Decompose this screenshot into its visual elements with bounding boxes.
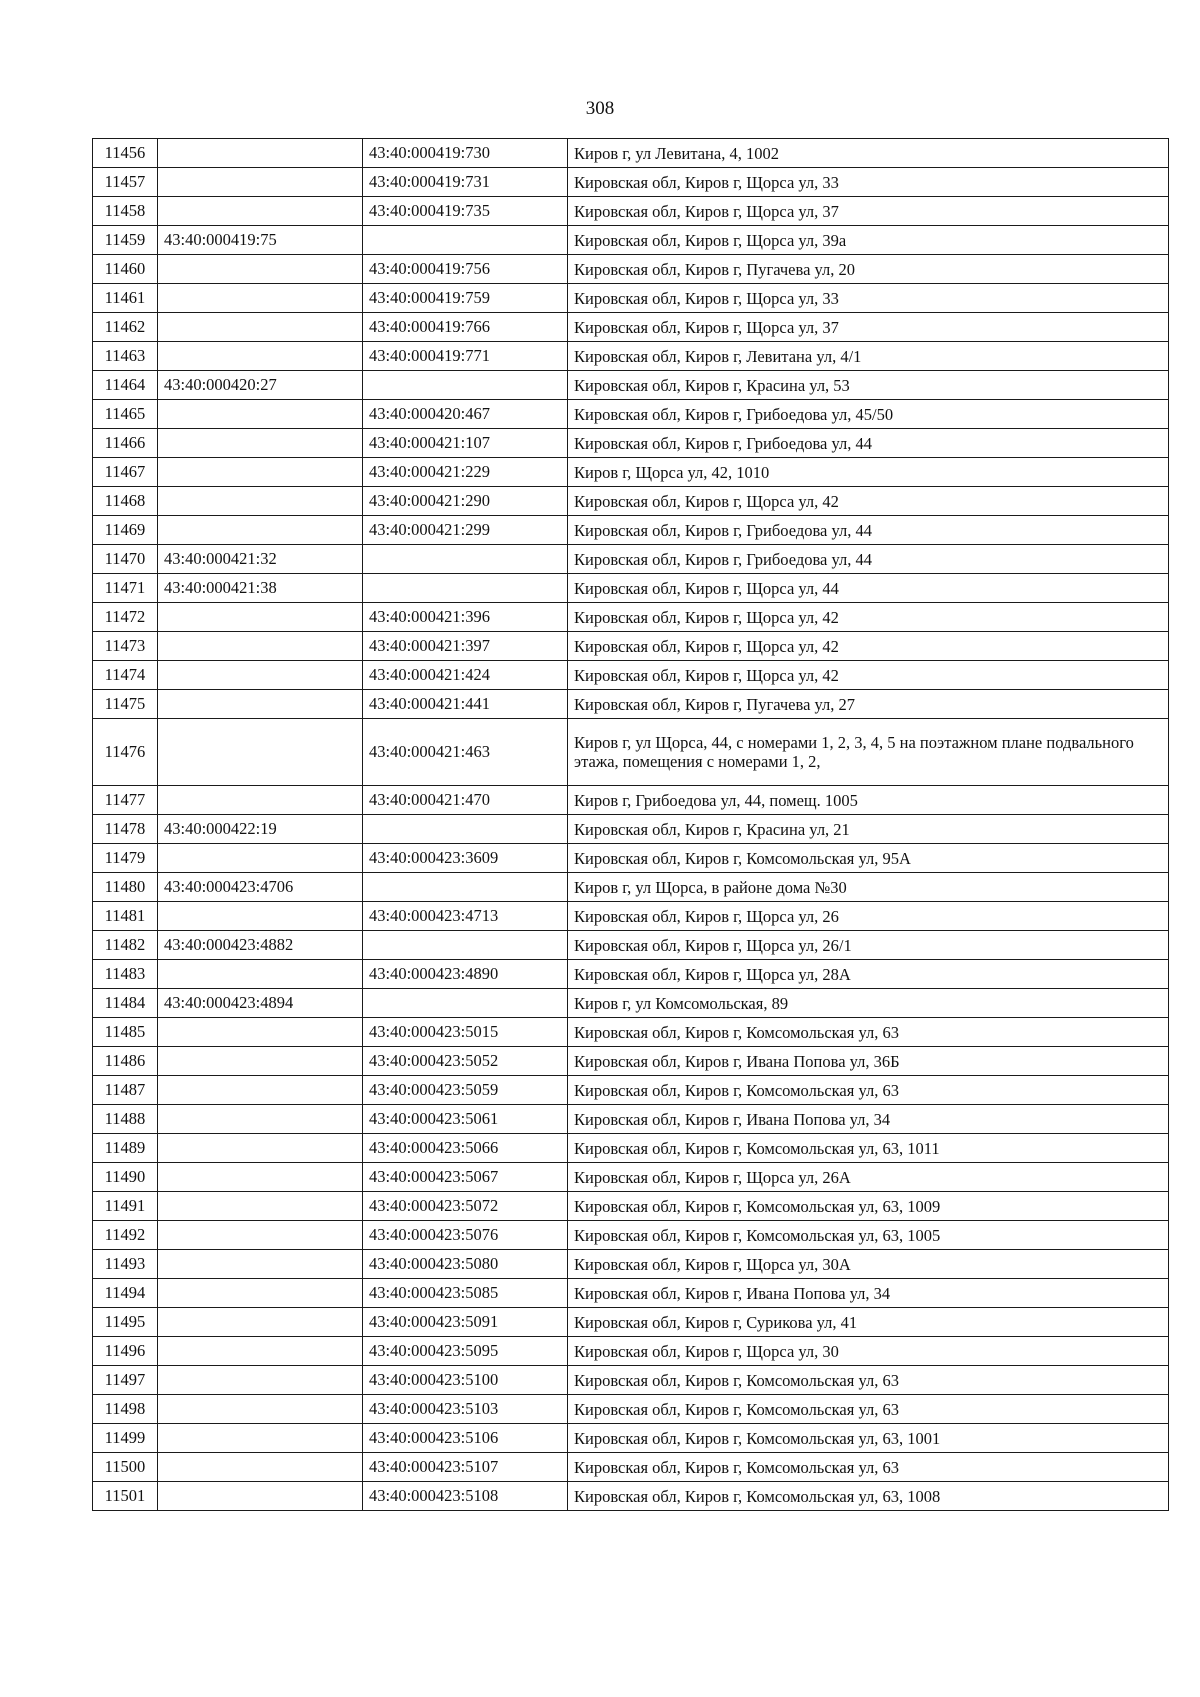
- address-cell: Киров г, ул Комсомольская, 89: [568, 989, 1169, 1018]
- address-cell: Кировская обл, Киров г, Щорса ул, 26: [568, 902, 1169, 931]
- object-cadastral-number-cell: 43:40:000421:229: [363, 458, 568, 487]
- registry-table: [92, 138, 1169, 1511]
- object-cadastral-number-cell: 43:40:000423:5061: [363, 1105, 568, 1134]
- object-cadastral-number-cell: 43:40:000423:5091: [363, 1308, 568, 1337]
- object-cadastral-number-cell: 43:40:000423:4890: [363, 960, 568, 989]
- address-cell: Кировская обл, Киров г, Щорса ул, 42: [568, 603, 1169, 632]
- land-cadastral-number-cell: [158, 1337, 363, 1366]
- table-row: [93, 1366, 1169, 1395]
- row-number-cell: 11461: [93, 284, 158, 313]
- object-cadastral-number-cell: [363, 931, 568, 960]
- address-cell: Кировская обл, Киров г, Пугачева ул, 27: [568, 690, 1169, 719]
- table-row: [93, 1163, 1169, 1192]
- table-row: [93, 168, 1169, 197]
- address-cell: Кировская обл, Киров г, Ивана Попова ул, 36Б: [568, 1047, 1169, 1076]
- object-cadastral-number-cell: 43:40:000419:730: [363, 139, 568, 168]
- object-cadastral-number-cell: [363, 873, 568, 902]
- object-cadastral-number-cell: [363, 371, 568, 400]
- row-number-cell: 11479: [93, 844, 158, 873]
- address-cell: Кировская обл, Киров г, Комсомольская ул, 63: [568, 1018, 1169, 1047]
- row-number-cell: 11500: [93, 1453, 158, 1482]
- object-cadastral-number-cell: 43:40:000421:107: [363, 429, 568, 458]
- object-cadastral-number-cell: 43:40:000423:5107: [363, 1453, 568, 1482]
- table-row: [93, 931, 1169, 960]
- land-cadastral-number-cell: [158, 197, 363, 226]
- table-row: [93, 1221, 1169, 1250]
- object-cadastral-number-cell: 43:40:000419:756: [363, 255, 568, 284]
- land-cadastral-number-cell: [158, 1482, 363, 1511]
- address-cell: Кировская обл, Киров г, Щорса ул, 26А: [568, 1163, 1169, 1192]
- table-row: [93, 371, 1169, 400]
- address-cell: Кировская обл, Киров г, Ивана Попова ул, 34: [568, 1105, 1169, 1134]
- address-cell: Кировская обл, Киров г, Щорса ул, 30А: [568, 1250, 1169, 1279]
- address-cell: Кировская обл, Киров г, Комсомольская ул, 63, 1005: [568, 1221, 1169, 1250]
- object-cadastral-number-cell: 43:40:000423:5015: [363, 1018, 568, 1047]
- table-row: [93, 1279, 1169, 1308]
- address-cell: Кировская обл, Киров г, Ивана Попова ул, 34: [568, 1279, 1169, 1308]
- address-cell: Кировская обл, Киров г, Красина ул, 21: [568, 815, 1169, 844]
- object-cadastral-number-cell: 43:40:000423:5103: [363, 1395, 568, 1424]
- table-row: [93, 786, 1169, 815]
- land-cadastral-number-cell: [158, 1163, 363, 1192]
- row-number-cell: 11476: [93, 719, 158, 786]
- table-row: [93, 1047, 1169, 1076]
- page-number: 308: [585, 98, 615, 119]
- table-row: [93, 255, 1169, 284]
- row-number-cell: 11460: [93, 255, 158, 284]
- land-cadastral-number-cell: 43:40:000423:4894: [158, 989, 363, 1018]
- row-number-cell: 11469: [93, 516, 158, 545]
- address-cell: Кировская обл, Киров г, Сурикова ул, 41: [568, 1308, 1169, 1337]
- table-row: [93, 429, 1169, 458]
- land-cadastral-number-cell: 43:40:000420:27: [158, 371, 363, 400]
- land-cadastral-number-cell: 43:40:000423:4706: [158, 873, 363, 902]
- table-row: [93, 661, 1169, 690]
- land-cadastral-number-cell: [158, 786, 363, 815]
- table-row: [93, 960, 1169, 989]
- land-cadastral-number-cell: 43:40:000421:32: [158, 545, 363, 574]
- address-cell: Кировская обл, Киров г, Комсомольская ул, 63, 1001: [568, 1424, 1169, 1453]
- row-number-cell: 11501: [93, 1482, 158, 1511]
- row-number-cell: 11493: [93, 1250, 158, 1279]
- address-cell: Кировская обл, Киров г, Комсомольская ул, 63: [568, 1453, 1169, 1482]
- land-cadastral-number-cell: [158, 1018, 363, 1047]
- row-number-cell: 11457: [93, 168, 158, 197]
- land-cadastral-number-cell: [158, 168, 363, 197]
- row-number-cell: 11496: [93, 1337, 158, 1366]
- row-number-cell: 11481: [93, 902, 158, 931]
- land-cadastral-number-cell: [158, 1076, 363, 1105]
- row-number-cell: 11475: [93, 690, 158, 719]
- address-cell: Кировская обл, Киров г, Щорса ул, 42: [568, 661, 1169, 690]
- object-cadastral-number-cell: 43:40:000423:5067: [363, 1163, 568, 1192]
- land-cadastral-number-cell: 43:40:000422:19: [158, 815, 363, 844]
- object-cadastral-number-cell: 43:40:000423:5100: [363, 1366, 568, 1395]
- object-cadastral-number-cell: 43:40:000421:424: [363, 661, 568, 690]
- row-number-cell: 11490: [93, 1163, 158, 1192]
- address-cell: Кировская обл, Киров г, Грибоедова ул, 45/50: [568, 400, 1169, 429]
- table-row: [93, 1134, 1169, 1163]
- row-number-cell: 11489: [93, 1134, 158, 1163]
- row-number-cell: 11488: [93, 1105, 158, 1134]
- table-row: [93, 197, 1169, 226]
- address-cell: Киров г, Щорса ул, 42, 1010: [568, 458, 1169, 487]
- table-row: [93, 719, 1169, 786]
- address-cell: Киров г, ул Щорса, 44, с номерами 1, 2, 3, 4, 5 на поэтажном плане подвального этажа, помещения с номерами 1, 2,: [568, 719, 1169, 786]
- row-number-cell: 11499: [93, 1424, 158, 1453]
- row-number-cell: 11458: [93, 197, 158, 226]
- object-cadastral-number-cell: 43:40:000419:771: [363, 342, 568, 371]
- land-cadastral-number-cell: [158, 429, 363, 458]
- object-cadastral-number-cell: 43:40:000423:5072: [363, 1192, 568, 1221]
- address-cell: Кировская обл, Киров г, Щорса ул, 26/1: [568, 931, 1169, 960]
- row-number-cell: 11477: [93, 786, 158, 815]
- address-cell: Кировская обл, Киров г, Щорса ул, 39а: [568, 226, 1169, 255]
- land-cadastral-number-cell: [158, 400, 363, 429]
- object-cadastral-number-cell: 43:40:000420:467: [363, 400, 568, 429]
- table-row: [93, 545, 1169, 574]
- table-row: [93, 690, 1169, 719]
- address-cell: Кировская обл, Киров г, Левитана ул, 4/1: [568, 342, 1169, 371]
- table-row: [93, 1337, 1169, 1366]
- table-row: [93, 632, 1169, 661]
- object-cadastral-number-cell: 43:40:000423:3609: [363, 844, 568, 873]
- table-row: [93, 1395, 1169, 1424]
- address-cell: Кировская обл, Киров г, Щорса ул, 42: [568, 632, 1169, 661]
- table-row: [93, 458, 1169, 487]
- row-number-cell: 11491: [93, 1192, 158, 1221]
- object-cadastral-number-cell: 43:40:000421:299: [363, 516, 568, 545]
- object-cadastral-number-cell: 43:40:000423:4713: [363, 902, 568, 931]
- object-cadastral-number-cell: 43:40:000419:759: [363, 284, 568, 313]
- table-row: [93, 226, 1169, 255]
- land-cadastral-number-cell: [158, 1395, 363, 1424]
- row-number-cell: 11456: [93, 139, 158, 168]
- land-cadastral-number-cell: [158, 1366, 363, 1395]
- land-cadastral-number-cell: 43:40:000423:4882: [158, 931, 363, 960]
- row-number-cell: 11467: [93, 458, 158, 487]
- land-cadastral-number-cell: [158, 1192, 363, 1221]
- table-row: [93, 815, 1169, 844]
- row-number-cell: 11466: [93, 429, 158, 458]
- table-row: [93, 1308, 1169, 1337]
- land-cadastral-number-cell: [158, 342, 363, 371]
- object-cadastral-number-cell: 43:40:000421:396: [363, 603, 568, 632]
- address-cell: Кировская обл, Киров г, Комсомольская ул, 63: [568, 1366, 1169, 1395]
- address-cell: Кировская обл, Киров г, Щорса ул, 28А: [568, 960, 1169, 989]
- row-number-cell: 11470: [93, 545, 158, 574]
- table-row: [93, 487, 1169, 516]
- table-row: [93, 1482, 1169, 1511]
- object-cadastral-number-cell: 43:40:000423:5080: [363, 1250, 568, 1279]
- land-cadastral-number-cell: 43:40:000421:38: [158, 574, 363, 603]
- address-cell: Кировская обл, Киров г, Щорса ул, 37: [568, 313, 1169, 342]
- row-number-cell: 11482: [93, 931, 158, 960]
- address-cell: Кировская обл, Киров г, Щорса ул, 42: [568, 487, 1169, 516]
- row-number-cell: 11465: [93, 400, 158, 429]
- land-cadastral-number-cell: [158, 458, 363, 487]
- address-cell: Кировская обл, Киров г, Грибоедова ул, 44: [568, 429, 1169, 458]
- table-row: [93, 1424, 1169, 1453]
- land-cadastral-number-cell: [158, 960, 363, 989]
- land-cadastral-number-cell: [158, 661, 363, 690]
- object-cadastral-number-cell: 43:40:000421:470: [363, 786, 568, 815]
- address-cell: Киров г, ул Щорса, в районе дома №30: [568, 873, 1169, 902]
- land-cadastral-number-cell: [158, 487, 363, 516]
- object-cadastral-number-cell: 43:40:000419:731: [363, 168, 568, 197]
- land-cadastral-number-cell: [158, 844, 363, 873]
- row-number-cell: 11462: [93, 313, 158, 342]
- object-cadastral-number-cell: 43:40:000423:5052: [363, 1047, 568, 1076]
- row-number-cell: 11474: [93, 661, 158, 690]
- row-number-cell: 11471: [93, 574, 158, 603]
- object-cadastral-number-cell: 43:40:000423:5076: [363, 1221, 568, 1250]
- table-row: [93, 1105, 1169, 1134]
- land-cadastral-number-cell: [158, 1134, 363, 1163]
- object-cadastral-number-cell: 43:40:000419:735: [363, 197, 568, 226]
- row-number-cell: 11498: [93, 1395, 158, 1424]
- land-cadastral-number-cell: [158, 1453, 363, 1482]
- object-cadastral-number-cell: [363, 545, 568, 574]
- row-number-cell: 11492: [93, 1221, 158, 1250]
- address-cell: Кировская обл, Киров г, Щорса ул, 33: [568, 284, 1169, 313]
- land-cadastral-number-cell: [158, 1047, 363, 1076]
- table-row: [93, 844, 1169, 873]
- land-cadastral-number-cell: [158, 603, 363, 632]
- land-cadastral-number-cell: [158, 632, 363, 661]
- address-cell: Кировская обл, Киров г, Комсомольская ул, 63, 1011: [568, 1134, 1169, 1163]
- land-cadastral-number-cell: [158, 690, 363, 719]
- table-row: [93, 284, 1169, 313]
- land-cadastral-number-cell: [158, 313, 363, 342]
- address-cell: Кировская обл, Киров г, Комсомольская ул, 63: [568, 1395, 1169, 1424]
- row-number-cell: 11497: [93, 1366, 158, 1395]
- address-cell: Кировская обл, Киров г, Комсомольская ул, 95А: [568, 844, 1169, 873]
- land-cadastral-number-cell: 43:40:000419:75: [158, 226, 363, 255]
- table-row: [93, 400, 1169, 429]
- object-cadastral-number-cell: 43:40:000421:441: [363, 690, 568, 719]
- row-number-cell: 11468: [93, 487, 158, 516]
- object-cadastral-number-cell: [363, 815, 568, 844]
- object-cadastral-number-cell: 43:40:000421:397: [363, 632, 568, 661]
- land-cadastral-number-cell: [158, 1105, 363, 1134]
- object-cadastral-number-cell: 43:40:000423:5106: [363, 1424, 568, 1453]
- table-row: [93, 1250, 1169, 1279]
- object-cadastral-number-cell: 43:40:000423:5059: [363, 1076, 568, 1105]
- object-cadastral-number-cell: 43:40:000421:290: [363, 487, 568, 516]
- object-cadastral-number-cell: [363, 574, 568, 603]
- land-cadastral-number-cell: [158, 255, 363, 284]
- object-cadastral-number-cell: 43:40:000423:5095: [363, 1337, 568, 1366]
- address-cell: Кировская обл, Киров г, Пугачева ул, 20: [568, 255, 1169, 284]
- table-row: [93, 1076, 1169, 1105]
- object-cadastral-number-cell: [363, 226, 568, 255]
- row-number-cell: 11486: [93, 1047, 158, 1076]
- table-row: [93, 902, 1169, 931]
- address-cell: Кировская обл, Киров г, Щорса ул, 30: [568, 1337, 1169, 1366]
- address-cell: Киров г, ул Левитана, 4, 1002: [568, 139, 1169, 168]
- row-number-cell: 11463: [93, 342, 158, 371]
- land-cadastral-number-cell: [158, 719, 363, 786]
- row-number-cell: 11472: [93, 603, 158, 632]
- table-row: [93, 313, 1169, 342]
- object-cadastral-number-cell: 43:40:000421:463: [363, 719, 568, 786]
- row-number-cell: 11487: [93, 1076, 158, 1105]
- row-number-cell: 11473: [93, 632, 158, 661]
- land-cadastral-number-cell: [158, 1250, 363, 1279]
- row-number-cell: 11485: [93, 1018, 158, 1047]
- object-cadastral-number-cell: 43:40:000423:5085: [363, 1279, 568, 1308]
- table-row: [93, 574, 1169, 603]
- table-row: [93, 1018, 1169, 1047]
- row-number-cell: 11464: [93, 371, 158, 400]
- table-row: [93, 873, 1169, 902]
- table-row: [93, 516, 1169, 545]
- address-cell: Кировская обл, Киров г, Красина ул, 53: [568, 371, 1169, 400]
- address-cell: Кировская обл, Киров г, Комсомольская ул, 63, 1008: [568, 1482, 1169, 1511]
- land-cadastral-number-cell: [158, 1279, 363, 1308]
- object-cadastral-number-cell: 43:40:000419:766: [363, 313, 568, 342]
- land-cadastral-number-cell: [158, 284, 363, 313]
- land-cadastral-number-cell: [158, 1308, 363, 1337]
- row-number-cell: 11459: [93, 226, 158, 255]
- row-number-cell: 11480: [93, 873, 158, 902]
- address-cell: Кировская обл, Киров г, Грибоедова ул, 44: [568, 545, 1169, 574]
- table-row: [93, 342, 1169, 371]
- row-number-cell: 11484: [93, 989, 158, 1018]
- object-cadastral-number-cell: 43:40:000423:5108: [363, 1482, 568, 1511]
- table-row: [93, 139, 1169, 168]
- land-cadastral-number-cell: [158, 516, 363, 545]
- row-number-cell: 11495: [93, 1308, 158, 1337]
- address-cell: Кировская обл, Киров г, Комсомольская ул, 63, 1009: [568, 1192, 1169, 1221]
- row-number-cell: 11483: [93, 960, 158, 989]
- land-cadastral-number-cell: [158, 1221, 363, 1250]
- object-cadastral-number-cell: [363, 989, 568, 1018]
- land-cadastral-number-cell: [158, 139, 363, 168]
- address-cell: Кировская обл, Киров г, Щорса ул, 33: [568, 168, 1169, 197]
- registry-table-body: [93, 139, 1169, 1511]
- table-row: [93, 1192, 1169, 1221]
- table-row: [93, 603, 1169, 632]
- land-cadastral-number-cell: [158, 1424, 363, 1453]
- address-cell: Кировская обл, Киров г, Комсомольская ул, 63: [568, 1076, 1169, 1105]
- object-cadastral-number-cell: 43:40:000423:5066: [363, 1134, 568, 1163]
- table-row: [93, 1453, 1169, 1482]
- land-cadastral-number-cell: [158, 902, 363, 931]
- address-cell: Кировская обл, Киров г, Щорса ул, 44: [568, 574, 1169, 603]
- address-cell: Киров г, Грибоедова ул, 44, помещ. 1005: [568, 786, 1169, 815]
- row-number-cell: 11478: [93, 815, 158, 844]
- address-cell: Кировская обл, Киров г, Грибоедова ул, 44: [568, 516, 1169, 545]
- row-number-cell: 11494: [93, 1279, 158, 1308]
- table-row: [93, 989, 1169, 1018]
- address-cell: Кировская обл, Киров г, Щорса ул, 37: [568, 197, 1169, 226]
